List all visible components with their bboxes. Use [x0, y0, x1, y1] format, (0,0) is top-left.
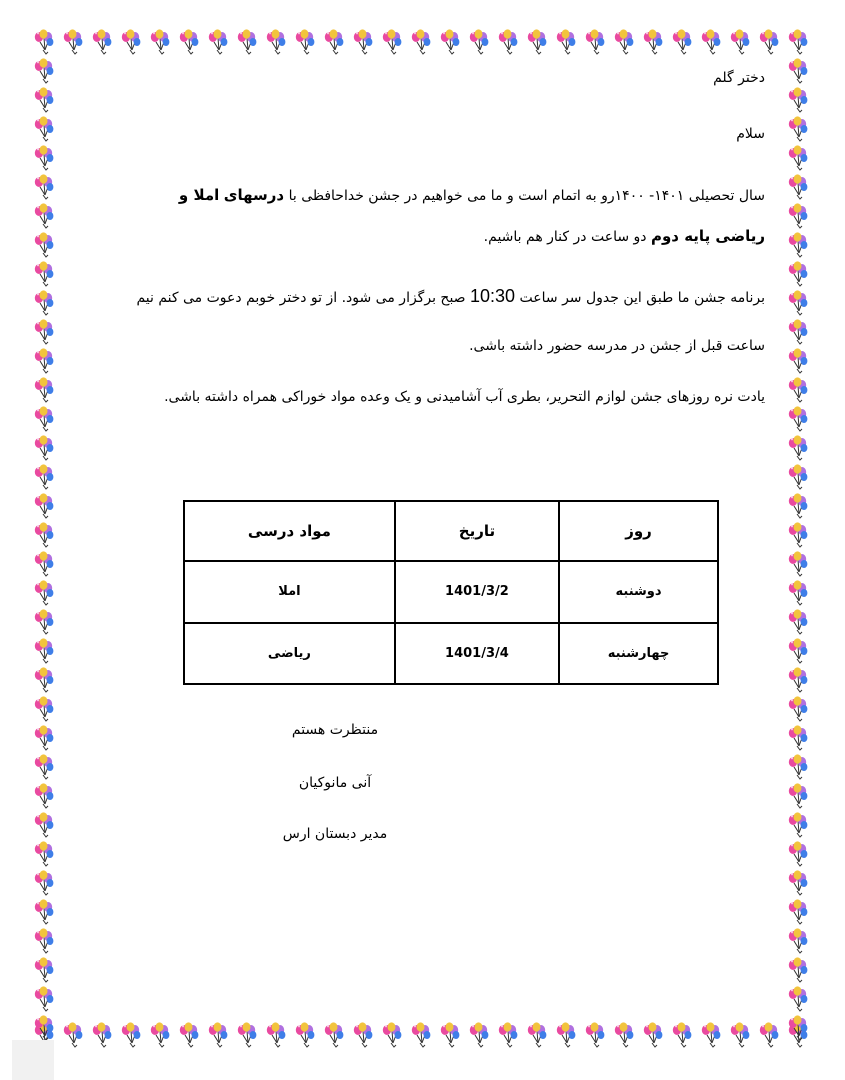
balloons-icon: [93, 1022, 112, 1047]
balloons-icon: [789, 58, 808, 83]
balloons-icon: [557, 1022, 576, 1047]
balloons-icon: [789, 522, 808, 547]
balloons-icon: [760, 1022, 779, 1047]
cell-date: 1401/3/2: [395, 561, 559, 623]
balloons-icon: [35, 116, 54, 141]
balloons-icon: [35, 957, 54, 982]
greeting: دختر گلم: [713, 70, 765, 86]
balloons-icon: [731, 1022, 750, 1047]
balloons-icon: [789, 551, 808, 576]
balloons-icon: [35, 783, 54, 808]
balloons-icon: [35, 812, 54, 837]
p2-text-1: برنامه جشن ما طبق این جدول سر ساعت: [519, 290, 765, 306]
balloons-icon: [35, 638, 54, 663]
balloons-icon: [35, 493, 54, 518]
balloons-icon: [238, 29, 257, 54]
balloons-icon: [35, 435, 54, 460]
balloons-icon: [615, 29, 634, 54]
table-header-row: [184, 501, 718, 561]
balloons-icon: [789, 145, 808, 170]
balloons-icon: [325, 1022, 344, 1047]
balloons-icon: [35, 377, 54, 402]
balloons-icon: [789, 957, 808, 982]
balloons-icon: [760, 29, 779, 54]
cell-date: 1401/3/4: [395, 623, 559, 685]
balloons-icon: [267, 29, 286, 54]
balloons-icon: [64, 29, 83, 54]
balloons-icon: [296, 29, 315, 54]
balloons-icon: [528, 29, 547, 54]
balloons-icon: [789, 348, 808, 373]
balloons-icon: [615, 1022, 634, 1047]
balloons-icon: [64, 1022, 83, 1047]
balloons-icon: [702, 29, 721, 54]
balloons-icon: [789, 203, 808, 228]
balloons-icon: [180, 29, 199, 54]
balloons-icon: [209, 1022, 228, 1047]
p1-bold-1: درسهای: [223, 186, 285, 204]
balloons-icon: [789, 986, 808, 1011]
balloons-icon: [789, 870, 808, 895]
balloons-icon: [789, 319, 808, 344]
balloons-icon: [35, 203, 54, 228]
balloons-icon: [789, 29, 808, 54]
balloons-icon: [557, 29, 576, 54]
balloons-icon: [789, 928, 808, 953]
balloons-icon: [789, 638, 808, 663]
balloons-icon: [35, 87, 54, 112]
corner-tab: [12, 1040, 54, 1080]
balloons-icon: [789, 232, 808, 257]
balloons-icon: [789, 783, 808, 808]
balloons-icon: [35, 464, 54, 489]
balloons-icon: [528, 1022, 547, 1047]
balloons-icon: [180, 1022, 199, 1047]
balloons-icon: [35, 174, 54, 199]
balloons-icon: [789, 754, 808, 779]
balloons-icon: [383, 29, 402, 54]
balloons-icon: [238, 1022, 257, 1047]
balloons-icon: [35, 58, 54, 83]
balloons-icon: [35, 899, 54, 924]
balloons-icon: [354, 29, 373, 54]
balloons-icon: [354, 1022, 373, 1047]
balloons-icon: [209, 29, 228, 54]
salutation: سلام: [736, 126, 765, 142]
balloons-icon: [789, 493, 808, 518]
balloons-icon: [412, 1022, 431, 1047]
balloons-icon: [122, 29, 141, 54]
balloons-icon: [789, 290, 808, 315]
balloons-icon: [789, 580, 808, 605]
signer-title: مدیر دبستان ارس: [282, 826, 388, 842]
balloons-icon: [296, 1022, 315, 1047]
cell-subject: املا: [184, 561, 395, 623]
balloons-icon: [673, 1022, 692, 1047]
balloons-icon: [470, 1022, 489, 1047]
balloons-icon: [35, 290, 54, 315]
p1-text-1: سال تحصیلی ۱۴۰۱- ۱۴۰۰رو به اتمام است و ما می خواهیم در جشن خداحافظی با: [288, 188, 765, 204]
balloons-icon: [35, 348, 54, 373]
balloons-icon: [151, 1022, 170, 1047]
balloons-icon: [789, 696, 808, 721]
balloons-icon: [789, 841, 808, 866]
balloons-icon: [789, 609, 808, 634]
signer-name: آنی مانوکیان: [298, 775, 372, 791]
balloons-icon: [789, 261, 808, 286]
cell-day: چهارشنبه: [559, 623, 718, 685]
paragraph-1: [125, 175, 765, 257]
balloons-icon: [789, 667, 808, 692]
balloons-icon: [644, 1022, 663, 1047]
balloons-icon: [789, 174, 808, 199]
balloons-icon: [702, 1022, 721, 1047]
balloons-icon: [441, 29, 460, 54]
balloons-icon: [35, 841, 54, 866]
balloons-icon: [789, 406, 808, 431]
balloons-icon: [789, 377, 808, 402]
balloons-icon: [35, 696, 54, 721]
p2-time: 10:30: [470, 286, 516, 306]
cell-subject: ریاضی: [184, 623, 395, 685]
table-row: [184, 561, 718, 623]
balloons-icon: [499, 29, 518, 54]
balloons-icon: [35, 986, 54, 1011]
balloons-icon: [383, 1022, 402, 1047]
balloons-icon: [35, 29, 54, 54]
p1-text-2: دو ساعت در کنار هم باشیم.: [483, 229, 647, 245]
balloons-icon: [499, 1022, 518, 1047]
balloons-icon: [644, 29, 663, 54]
balloons-icon: [35, 928, 54, 953]
balloons-icon: [789, 87, 808, 112]
balloons-icon: [35, 522, 54, 547]
balloons-icon: [35, 406, 54, 431]
balloons-icon: [93, 29, 112, 54]
header-subject: مواد درسی: [184, 501, 395, 561]
paragraph-2: [125, 272, 765, 370]
balloons-icon: [35, 551, 54, 576]
balloons-icon: [789, 725, 808, 750]
balloons-icon: [789, 435, 808, 460]
balloons-icon: [35, 870, 54, 895]
balloons-icon: [731, 29, 750, 54]
balloons-icon: [789, 116, 808, 141]
paragraph-3: یادت نره روزهای جشن لوازم التحریر، بطری آب آشامیدنی و یک وعده مواد خوراکی همراه داشته باشی.: [164, 389, 765, 405]
balloons-icon: [470, 29, 489, 54]
balloons-icon: [789, 812, 808, 837]
balloons-icon: [586, 29, 605, 54]
balloons-icon: [586, 1022, 605, 1047]
header-date: تاریخ: [395, 501, 559, 561]
balloons-icon: [673, 29, 692, 54]
balloons-icon: [35, 725, 54, 750]
balloons-icon: [35, 754, 54, 779]
balloons-icon: [789, 899, 808, 924]
balloons-icon: [35, 319, 54, 344]
table-row: [184, 623, 718, 685]
balloons-icon: [35, 232, 54, 257]
cell-day: دوشنبه: [559, 561, 718, 623]
balloons-icon: [35, 609, 54, 634]
schedule-table: [183, 500, 719, 685]
p2-text-2: صبح برگزار می شود. از تو دختر خوبم دعوت می کنم نیم ساعت قبل از جشن در مدرسه حضور داشته باشی.: [136, 290, 765, 354]
balloons-icon: [441, 1022, 460, 1047]
balloons-icon: [267, 1022, 286, 1047]
balloons-icon: [122, 1022, 141, 1047]
balloons-icon: [35, 580, 54, 605]
balloons-icon: [325, 29, 344, 54]
balloons-icon: [35, 261, 54, 286]
closing-line: منتظرت هستم: [291, 722, 379, 738]
balloons-icon: [789, 464, 808, 489]
header-day: روز: [559, 501, 718, 561]
balloons-icon: [35, 145, 54, 170]
balloons-icon: [35, 667, 54, 692]
p1-bold-2: املا و ریاضی پایه دوم: [178, 186, 765, 245]
balloons-icon: [151, 29, 170, 54]
balloons-icon: [412, 29, 431, 54]
